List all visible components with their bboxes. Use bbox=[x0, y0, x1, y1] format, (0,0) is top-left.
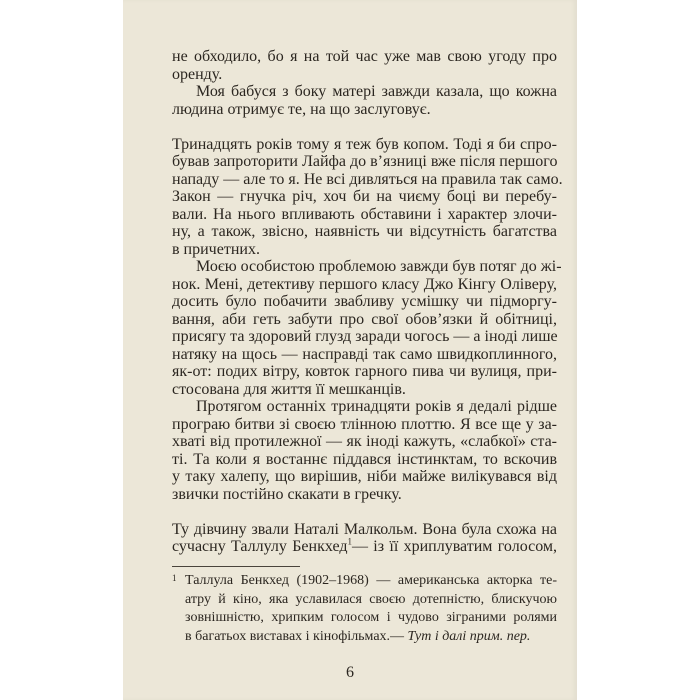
paragraph bbox=[172, 398, 557, 503]
paragraph bbox=[172, 135, 563, 259]
text-line: сучасну Таллулу Бенкхед$^1$— із її хриплуватим голосом, bbox=[172, 536, 558, 555]
text-line: ну, а також, звісно, наявність чи відсутність багатства bbox=[172, 223, 557, 240]
footnote-line bbox=[172, 628, 557, 647]
text-line: Тринадцять років тому я теж був копом. Тоді я би спро- bbox=[172, 135, 557, 153]
text-line: нападу — але то я. Не всі дивляться на правила так само. bbox=[172, 170, 563, 188]
text-line: Ту дівчину звали Наталі Малкольм. Вона була схожа на bbox=[172, 520, 557, 538]
footnote bbox=[172, 572, 557, 646]
footnote-marker: 1 bbox=[172, 573, 177, 583]
footnote-divider bbox=[172, 566, 300, 567]
text-line: нок. Мені, детективу першого класу Джо Кінгу Оліверу, bbox=[172, 275, 557, 293]
paragraph bbox=[172, 48, 557, 83]
text-line: у таку халепу, що вирішив, ніби майже вилікувався від bbox=[172, 468, 557, 485]
text-line: хваті від протилежної — як іноді кажуть, «слабкої» ста- bbox=[172, 433, 557, 450]
footnote-text: в багатьох виставах і кінофільмах.— bbox=[185, 628, 405, 644]
book-page bbox=[123, 0, 577, 700]
text-line: вання, аби геть забути про свої обов’язки й обітниці, bbox=[172, 310, 557, 328]
text-line: програю битви зі своєю тлінною плоттю. Я все ще у за- bbox=[172, 415, 557, 433]
text-line: як-от: подих вітру, ковток гарного пива чи вулиця, при- bbox=[172, 363, 557, 380]
footnote-line bbox=[172, 572, 557, 591]
text-line: Моєю особистою проблемою завжди був потяг до жі- bbox=[196, 258, 562, 275]
text-line: ті. Та коли я востаннє піддався інстинктам, то вскочив bbox=[172, 450, 557, 468]
text-line: Протягом останніх тринадцяти років я дедалі рідше bbox=[196, 398, 557, 415]
page-number: 6 bbox=[346, 664, 354, 681]
text-line: бував запроторити Лайфа до в’язниці вже після першого bbox=[172, 153, 558, 170]
text-line: досить було побачити звабливу усмішку чи підморгу- bbox=[172, 293, 557, 310]
footnote-reference: 1 bbox=[347, 536, 352, 547]
footnote-line: атру й кіно, яка уславилася своєю дотепністю, блискучою bbox=[185, 591, 557, 607]
footnote-translator-note: Тут і далі прим. пер. bbox=[407, 628, 531, 644]
paragraph bbox=[172, 83, 557, 118]
text-line: людина отримує те, на що заслуговує. bbox=[172, 100, 431, 118]
paragraph bbox=[172, 521, 557, 556]
text-line: присягу та здоровий глузд заради чогось — а іноді лише bbox=[172, 328, 558, 345]
text-line: натяку на щось — насправді так само швидкоплинного, bbox=[172, 345, 557, 363]
text-line: стосована для життя її мешканців. bbox=[172, 380, 406, 398]
text-line: Закон — гнучка річ, хоч би на чиєму боці ви перебу- bbox=[172, 188, 557, 205]
text-line: не обходило, бо я на той час уже мав свою угоду про bbox=[172, 48, 557, 65]
main-text bbox=[172, 48, 563, 556]
blank-line bbox=[172, 503, 557, 521]
footnote-line: зовнішністю, хрипким голосом і чудово зіграними ролями bbox=[185, 610, 557, 626]
footnote-text: Таллула Бенкхед (1902–1968) — американська акторка те- bbox=[185, 573, 557, 588]
text-line: вали. На нього впливають обставини і характер злочи- bbox=[172, 205, 557, 223]
text-line: в причетних. bbox=[172, 240, 260, 258]
blank-line bbox=[172, 118, 557, 136]
paragraph bbox=[172, 258, 562, 398]
text-line: Моя бабуся з боку матері завжди казала, що кожна bbox=[196, 83, 557, 100]
text-line: звички постійно скакати в гречку. bbox=[172, 485, 402, 503]
text-line: оренду. bbox=[172, 65, 223, 83]
